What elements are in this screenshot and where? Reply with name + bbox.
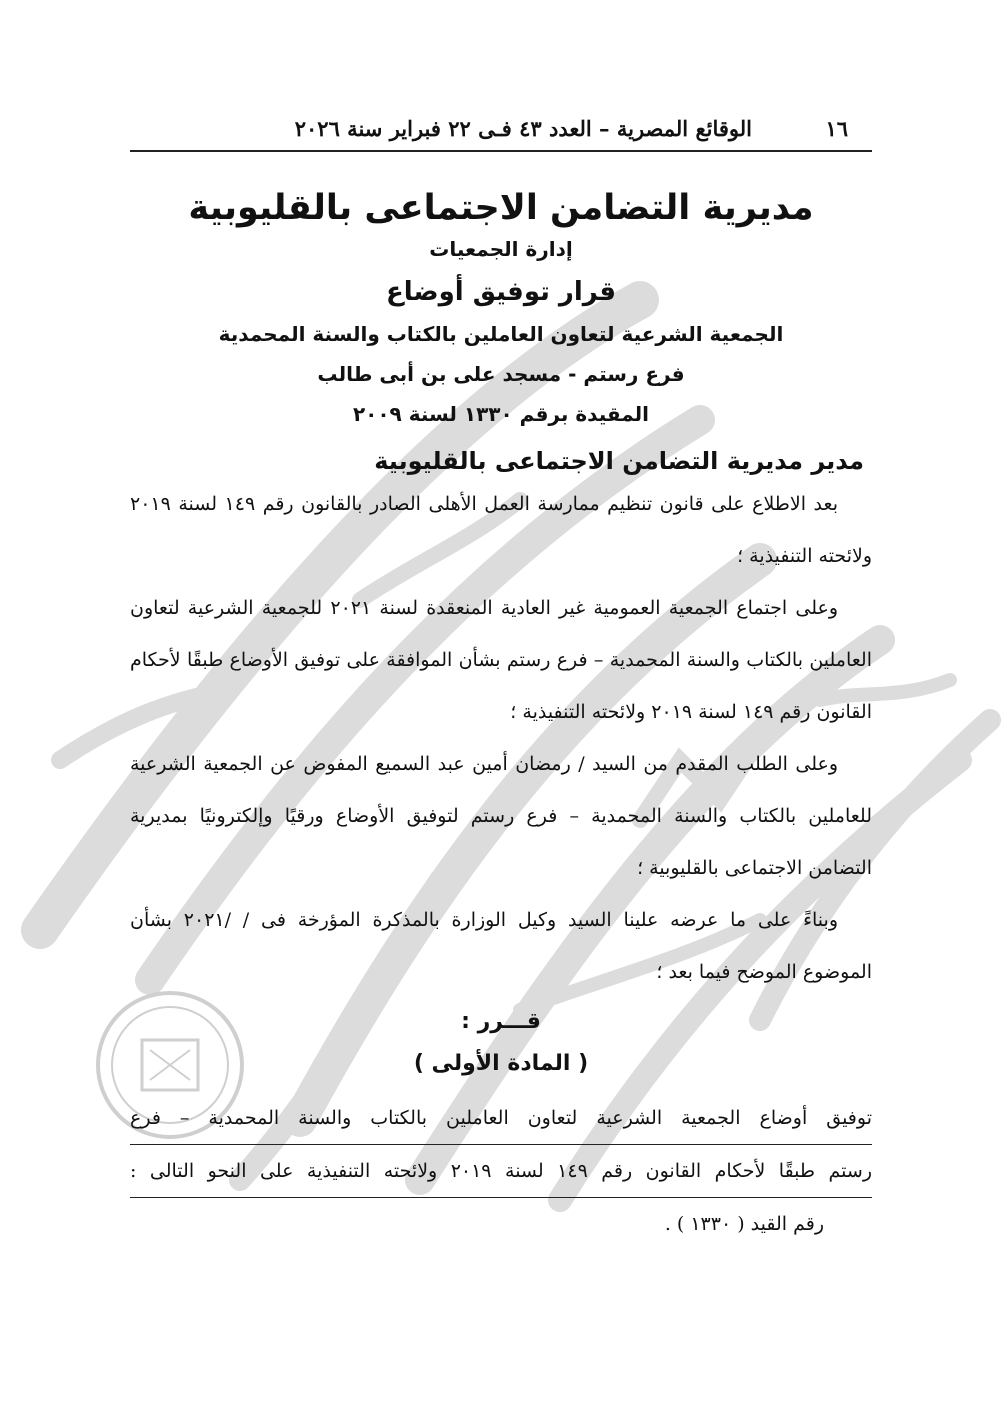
association-name: الجمعية الشرعية لتعاون العاملين بالكتاب والسنة المحمدية xyxy=(218,322,784,346)
article-line: توفيق أوضاع الجمعية الشرعية لتعاون العاملين بالكتاب والسنة المحمدية – فرع xyxy=(130,1092,872,1145)
article-body xyxy=(130,1092,872,1250)
preamble-paragraph: بعد الاطلاع على قانون تنظيم ممارسة العمل الأهلى الصادر بالقانون رقم ١٤٩ لسنة ٢٠١٩ ولائحته التنفيذية ؛ xyxy=(130,493,872,567)
issue-line: الوقائع المصرية – العدد ٤٣ فـى ٢٢ فبراير سنة ٢٠٢٦ xyxy=(294,116,752,141)
department-name: إدارة الجمعيات xyxy=(429,237,573,261)
branch-name: فرع رستم - مسجد على بن أبى طالب xyxy=(317,362,685,386)
preamble-paragraph: وبناءً على ما عرضه علينا السيد وكيل الوزارة بالمذكرة المؤرخة فى / /٢٠٢١ بشأن الموضوع الموضح فيما بعد ؛ xyxy=(130,909,872,983)
page-number: ١٦ xyxy=(825,116,848,141)
director-heading: مدير مديرية التضامن الاجتماعى بالقليوبية xyxy=(374,447,864,475)
organization-title: مديرية التضامن الاجتماعى بالقليوبية xyxy=(188,188,814,228)
preamble-paragraph: وعلى اجتماع الجمعية العمومية غير العادية المنعقدة لسنة ٢٠٢١ للجمعية الشرعية لتعاون العاملين بالكتاب والسنة المحمدية – فرع رستم بشأن الموافقة على توفيق الأوضاع طبقًا لأحكام القانون رقم ١٤٩ لسنة ٢٠١٩ ولائحته التنفيذية ؛ xyxy=(130,597,872,723)
decision-title: قرار توفيق أوضاع xyxy=(385,277,617,307)
registration-line: المقيدة برقم ١٣٣٠ لسنة ٢٠٠٩ xyxy=(352,402,650,426)
decided-label: قـــرر : xyxy=(461,1009,541,1034)
article-line: رستم طبقًا لأحكام القانون رقم ١٤٩ لسنة ٢٠١٩ ولائحته التنفيذية على النحو التالى : xyxy=(130,1145,872,1198)
running-header xyxy=(130,112,872,152)
preamble-paragraph: وعلى الطلب المقدم من السيد / رمضان أمين عبد السميع المفوض عن الجمعية الشرعية للعاملين بالكتاب والسنة المحمدية – فرع رستم لتوفيق الأوضاع ورقيًا وإلكترونيًا بمديرية التضامن الاجتماعى بالقليوبية ؛ xyxy=(130,753,872,879)
registration-number-line: رقم القيد ( ١٣٣٠ ) . xyxy=(664,1213,824,1235)
article-title: ( المادة الأولى ) xyxy=(413,1051,589,1076)
gazette-page xyxy=(130,112,872,1250)
